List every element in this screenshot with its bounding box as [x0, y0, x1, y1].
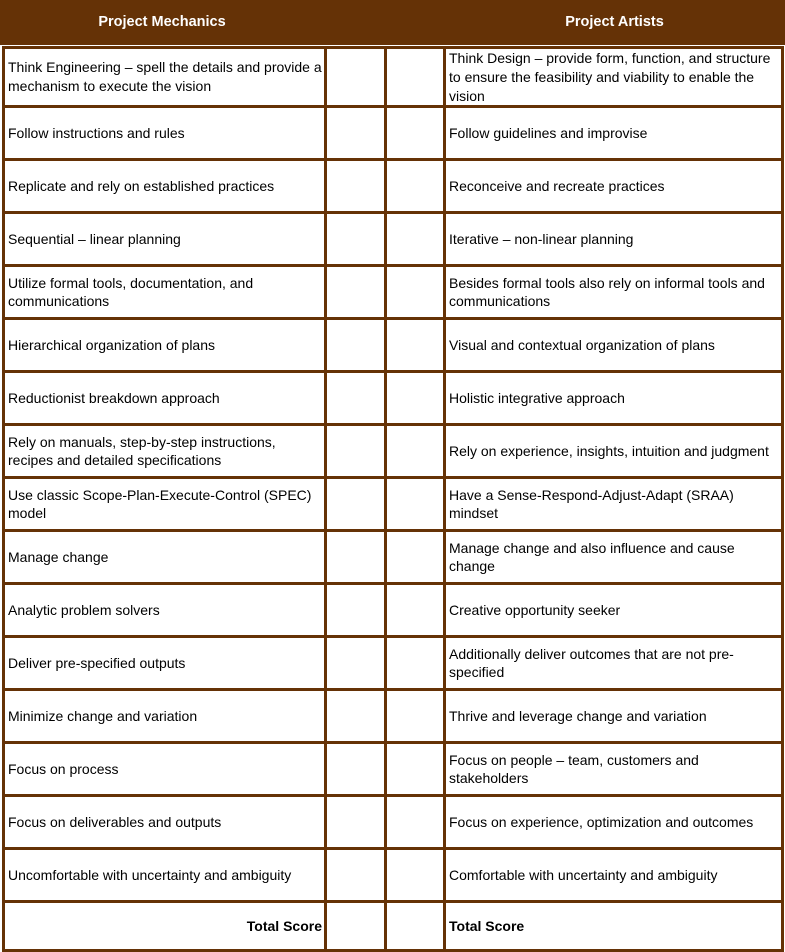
score-input-artists[interactable]	[386, 796, 445, 849]
table-row	[4, 584, 783, 637]
table-row	[4, 478, 783, 531]
cell-project-artists: Additionally deliver outcomes that are not pre-specified	[445, 637, 783, 690]
table-row	[4, 796, 783, 849]
score-input-artists[interactable]	[386, 743, 445, 796]
cell-project-artists: Visual and contextual organization of plans	[445, 319, 783, 372]
cell-project-mechanics: Replicate and rely on established practices	[4, 160, 326, 213]
score-input-artists[interactable]	[386, 107, 445, 160]
score-input-artists[interactable]	[386, 266, 445, 319]
table-row	[4, 743, 783, 796]
cell-project-mechanics: Focus on process	[4, 743, 326, 796]
table-row	[4, 849, 783, 902]
score-input-mechanics[interactable]	[326, 319, 386, 372]
cell-project-artists: Comfortable with uncertainty and ambiguity	[445, 849, 783, 902]
cell-project-artists: Focus on experience, optimization and outcomes	[445, 796, 783, 849]
cell-project-artists: Focus on people – team, customers and stakeholders	[445, 743, 783, 796]
table-row	[4, 266, 783, 319]
table-row	[4, 48, 783, 107]
score-input-mechanics[interactable]	[326, 266, 386, 319]
cell-project-artists: Thrive and leverage change and variation	[445, 690, 783, 743]
total-score-input-mechanics[interactable]	[326, 902, 386, 951]
cell-project-mechanics: Use classic Scope-Plan-Execute-Control (SPEC) model	[4, 478, 326, 531]
total-score-input-artists[interactable]	[386, 902, 445, 951]
score-input-artists[interactable]	[386, 637, 445, 690]
table-row	[4, 107, 783, 160]
score-input-artists[interactable]	[386, 48, 445, 107]
table-row	[4, 160, 783, 213]
score-input-artists[interactable]	[386, 213, 445, 266]
table-row	[4, 425, 783, 478]
score-input-artists[interactable]	[386, 372, 445, 425]
score-input-artists[interactable]	[386, 319, 445, 372]
score-input-artists[interactable]	[386, 425, 445, 478]
score-input-artists[interactable]	[386, 478, 445, 531]
table-row	[4, 319, 783, 372]
table-row	[4, 213, 783, 266]
score-input-artists[interactable]	[386, 584, 445, 637]
table-row	[4, 531, 783, 584]
table-row	[4, 637, 783, 690]
cell-project-artists: Rely on experience, insights, intuition and judgment	[445, 425, 783, 478]
score-input-mechanics[interactable]	[326, 531, 386, 584]
score-input-artists[interactable]	[386, 160, 445, 213]
cell-project-artists: Iterative – non-linear planning	[445, 213, 783, 266]
score-input-mechanics[interactable]	[326, 849, 386, 902]
score-input-mechanics[interactable]	[326, 743, 386, 796]
table-row	[4, 372, 783, 425]
cell-project-mechanics: Uncomfortable with uncertainty and ambiguity	[4, 849, 326, 902]
cell-project-artists: Holistic integrative approach	[445, 372, 783, 425]
cell-project-mechanics: Deliver pre-specified outputs	[4, 637, 326, 690]
total-score-row	[4, 902, 783, 951]
cell-project-mechanics: Focus on deliverables and outputs	[4, 796, 326, 849]
cell-project-artists: Manage change and also influence and cause change	[445, 531, 783, 584]
cell-project-artists: Besides formal tools also rely on informal tools and communications	[445, 266, 783, 319]
score-input-mechanics[interactable]	[326, 478, 386, 531]
score-input-mechanics[interactable]	[326, 584, 386, 637]
total-score-label-mechanics: Total Score	[4, 902, 326, 951]
score-input-artists[interactable]	[386, 531, 445, 584]
score-input-mechanics[interactable]	[326, 160, 386, 213]
comparison-table	[2, 46, 784, 952]
cell-project-artists: Follow guidelines and improvise	[445, 107, 783, 160]
column-header-project-mechanics: Project Mechanics	[98, 14, 226, 30]
score-input-mechanics[interactable]	[326, 637, 386, 690]
cell-project-artists: Creative opportunity seeker	[445, 584, 783, 637]
column-header-project-artists: Project Artists	[565, 14, 664, 30]
table-header-band	[0, 0, 785, 45]
table-row	[4, 690, 783, 743]
score-input-mechanics[interactable]	[326, 107, 386, 160]
score-input-mechanics[interactable]	[326, 372, 386, 425]
cell-project-artists: Have a Sense-Respond-Adjust-Adapt (SRAA) mindset	[445, 478, 783, 531]
total-score-label-artists: Total Score	[445, 902, 783, 951]
score-input-mechanics[interactable]	[326, 425, 386, 478]
score-input-mechanics[interactable]	[326, 796, 386, 849]
cell-project-mechanics: Think Engineering – spell the details and provide a mechanism to execute the vision	[4, 48, 326, 107]
score-input-mechanics[interactable]	[326, 690, 386, 743]
table-body	[4, 48, 783, 951]
cell-project-mechanics: Minimize change and variation	[4, 690, 326, 743]
score-input-mechanics[interactable]	[326, 213, 386, 266]
cell-project-mechanics: Hierarchical organization of plans	[4, 319, 326, 372]
score-input-artists[interactable]	[386, 849, 445, 902]
cell-project-mechanics: Analytic problem solvers	[4, 584, 326, 637]
cell-project-artists: Reconceive and recreate practices	[445, 160, 783, 213]
score-input-artists[interactable]	[386, 690, 445, 743]
cell-project-mechanics: Sequential – linear planning	[4, 213, 326, 266]
score-input-mechanics[interactable]	[326, 48, 386, 107]
cell-project-mechanics: Manage change	[4, 531, 326, 584]
cell-project-mechanics: Follow instructions and rules	[4, 107, 326, 160]
cell-project-mechanics: Utilize formal tools, documentation, and communications	[4, 266, 326, 319]
cell-project-mechanics: Reductionist breakdown approach	[4, 372, 326, 425]
cell-project-mechanics: Rely on manuals, step-by-step instructions, recipes and detailed specifications	[4, 425, 326, 478]
cell-project-artists: Think Design – provide form, function, and structure to ensure the feasibility and viability to enable the vision	[445, 48, 783, 107]
